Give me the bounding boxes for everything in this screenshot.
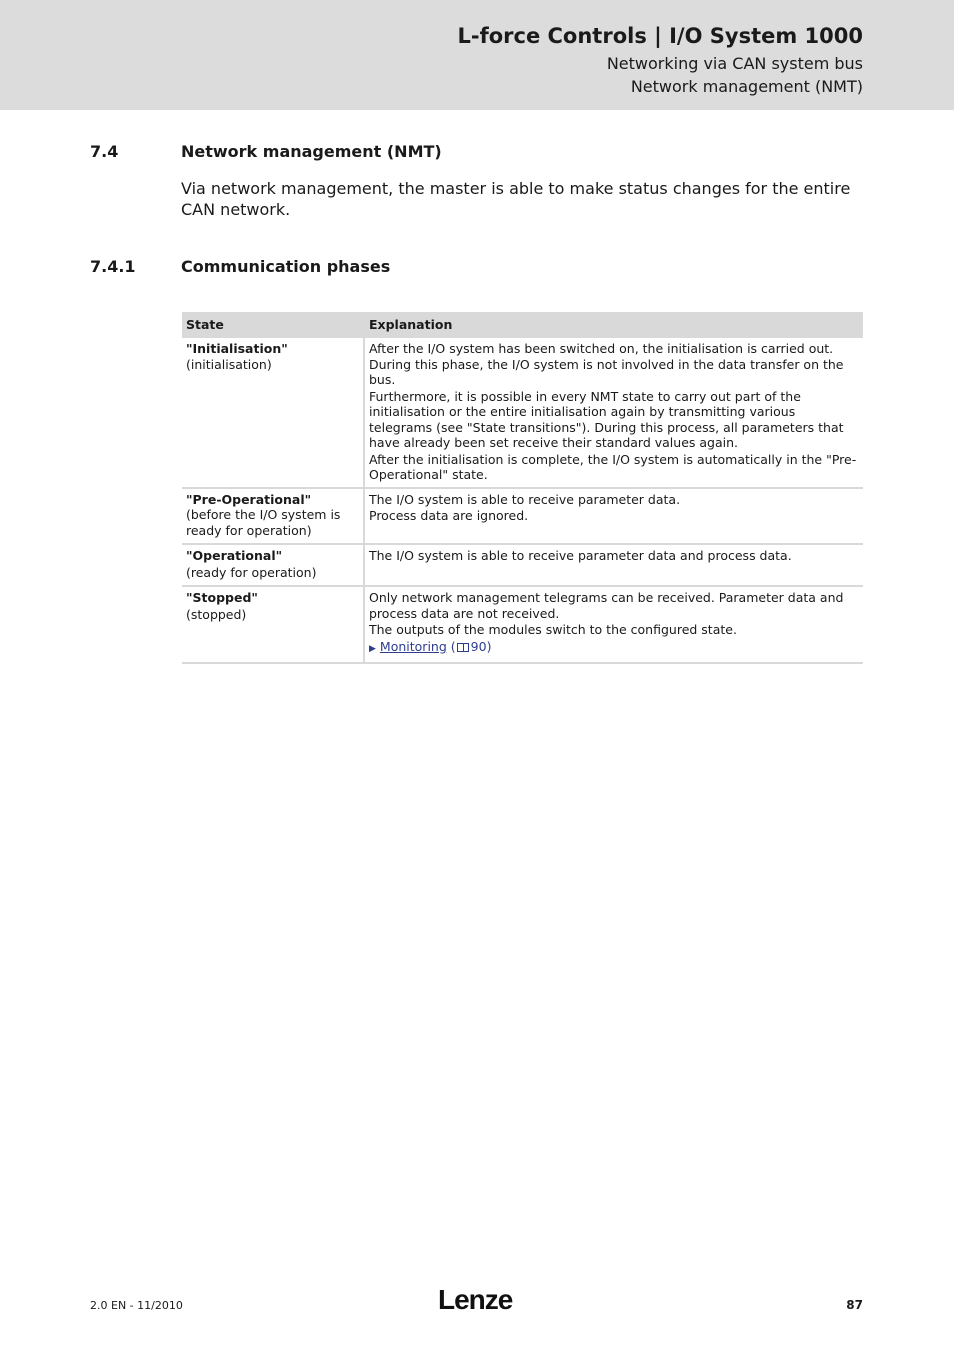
table-row: [182, 338, 863, 488]
section-intro-text: Via network management, the master is able to make status changes for the entire CAN network.: [181, 179, 851, 219]
column-header-state: State: [182, 312, 364, 338]
explanation-line: The I/O system is able to receive parameter data.: [369, 491, 681, 507]
triangle-right-icon: ▶: [369, 643, 376, 654]
state-name: "Stopped": [186, 590, 258, 605]
state-name: "Initialisation": [186, 341, 288, 356]
state-cell: [182, 586, 364, 663]
monitoring-reference: [369, 639, 859, 658]
table-row: [182, 544, 863, 586]
reference-page-number: 90: [470, 638, 487, 654]
explanation-cell: [364, 488, 863, 545]
explanation-cell: [364, 586, 863, 663]
document-title: L-force Controls | I/O System 1000: [457, 24, 863, 48]
state-cell: [182, 338, 364, 488]
explanation-cell: [364, 544, 863, 586]
explanation-line: Process data are ignored.: [369, 508, 529, 523]
explanation-line: Furthermore, it is possible in every NMT state to carry out part of the initialisation or the entire initialisation again by transmitting various telegrams (see "State transitions"). During this process, all parameters that have already been set receive their standard values again.: [369, 388, 844, 450]
page-header: [0, 0, 954, 110]
explanation-line: After the I/O system has been switched on, the initialisation is carried out. During this phase, the I/O system is not involved in the data transfer on the bus.: [369, 341, 844, 387]
state-cell: [182, 488, 364, 545]
explanation-line: The I/O system is able to receive parameter data and process data.: [369, 548, 792, 563]
monitoring-link[interactable]: Monitoring: [379, 638, 447, 654]
subsection-number: 7.4.1: [90, 257, 136, 276]
explanation-line: Only network management telegrams can be received. Parameter data and process data are not received.: [369, 590, 844, 621]
document-version: 2.0 EN - 11/2010: [90, 1299, 183, 1312]
state-note: (stopped): [186, 606, 247, 622]
communication-phases-table: [182, 312, 863, 664]
book-icon: [457, 643, 469, 652]
explanation-line: The outputs of the modules switch to the configured state.: [369, 622, 737, 637]
explanation-line: After the initialisation is complete, the I/O system is automatically in the "Pre-Operational" state.: [369, 451, 857, 482]
state-note: (ready for operation): [186, 564, 317, 580]
lenze-logo: Lenze: [438, 1284, 513, 1315]
section-number: 7.4: [90, 142, 119, 161]
state-note: (initialisation): [186, 356, 272, 372]
page-number: 87: [846, 1298, 863, 1312]
subsection-heading: [0, 257, 954, 277]
column-header-explanation: Explanation: [364, 312, 863, 338]
state-note: (before the I/O system is ready for operation): [186, 507, 341, 538]
state-name: "Operational": [186, 548, 283, 563]
section-title: Network management (NMT): [181, 142, 442, 161]
chapter-title: Networking via CAN system bus: [606, 54, 863, 73]
table-row: [182, 488, 863, 545]
subsection-title: Communication phases: [181, 257, 391, 276]
explanation-cell: [364, 338, 863, 488]
section-running-title: Network management (NMT): [630, 77, 863, 96]
table-row: [182, 586, 863, 663]
table-header-row: [182, 312, 863, 338]
state-name: "Pre-Operational": [186, 491, 312, 507]
section-heading: [0, 142, 954, 162]
state-cell: [182, 544, 364, 586]
page-reference[interactable]: ( 90): [450, 638, 492, 654]
